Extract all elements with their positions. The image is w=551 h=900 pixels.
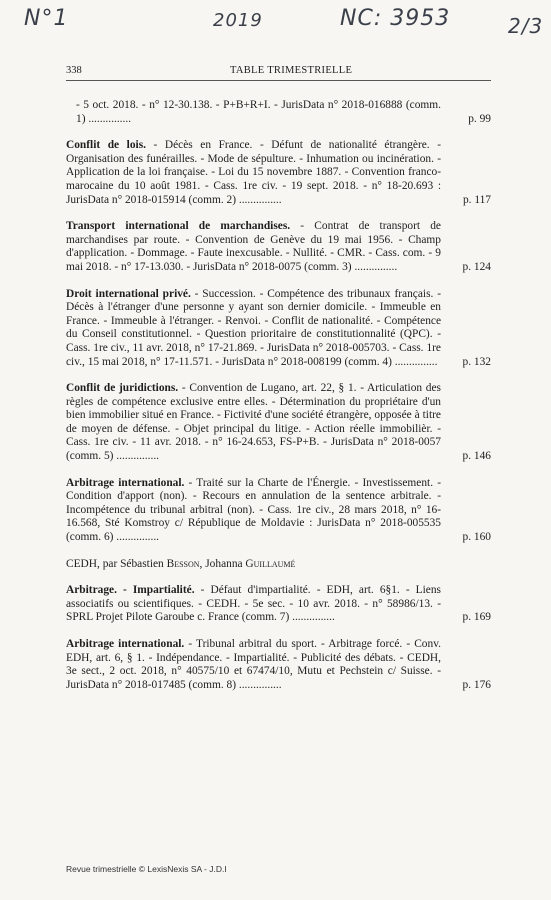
entry-page-ref: p. 146 xyxy=(462,450,491,463)
table-content xyxy=(66,99,491,705)
entry-text xyxy=(66,382,491,464)
entry-text xyxy=(66,638,491,692)
table-entry xyxy=(66,382,491,464)
entry-text xyxy=(66,584,491,625)
entry-body: - Défaut d'impartialité. - EDH, art. 6§1. - Liens associatifs ou scientifiques. - CEDH. - 5e sec. - 10 avr. 2018. - n° 58986/13. - SPRL Projet Pilote Garoube c. France (comm. 7) xyxy=(66,584,441,624)
entry-text xyxy=(66,477,491,545)
entry-page-ref: p. 117 xyxy=(462,193,491,206)
entry-page-ref: p. 124 xyxy=(462,260,491,273)
table-entry xyxy=(66,220,491,274)
entry-lead: Arbitrage. - Impartialité. xyxy=(66,584,195,597)
entry-body: - Traité sur la Charte de l'Énergie. - Investissement. - Condition d'apport (non). - Recours en annulation de la sentence arbitrale. - Incompétence du tribunal arbitral (non). - Cass. 1re civ., 28 mars 2018, n° 16-16.568, Sté Komstroy c/ République de Moldavie : JurisData n° 2018-005535 (comm. 6) xyxy=(66,476,441,544)
author-1: Besson xyxy=(166,557,200,570)
page-title: TABLE TRIMESTRIELLE xyxy=(230,65,353,76)
section-heading xyxy=(66,558,491,572)
handwritten-year: 2019 xyxy=(213,10,263,31)
handwritten-fraction: 2/3 xyxy=(508,14,544,38)
entry-page-ref: p. 176 xyxy=(462,678,491,691)
entry-lead: Droit international privé. xyxy=(66,287,191,300)
entry-page-ref: p. 160 xyxy=(462,531,491,544)
entry-lead: Arbitrage international. xyxy=(66,638,185,650)
entry-page-ref: p. 169 xyxy=(462,611,491,624)
entry-body: - Décès en France. - Défunt de nationalité étrangère. - Organisation des funérailles. - Mode de sépulture. - Inhumation ou incinération. - Application de la loi française. - Loi du 15 novembre 1887. - Convention franco-marocaine du 10 août 1981. - Cass. 1re civ. - 19 sept. 2018. - n° 18-20.693 : JurisData n° 2018-015914 (comm. 2) xyxy=(66,139,441,206)
entry-text xyxy=(66,288,491,370)
entry-body: - Succession. - Compétence des tribunaux français. - Décès à l'étranger d'une personne y ayant son dernier domicile. - Immeuble en France. - Immeuble à l'étranger. - Renvoi. - Conflit de nationalité. - Compétence du Conseil constitutionnel. - Question prioritaire de constitutionnalité (QPC). - Cass. 1re civ., 11 avr. 2018, n° 17-21.869. - JurisData n° 2018-005703. - Cass. 1re civ., 15 mai 2018, n° 17-11.571. - JurisData n° 2018-008199 (comm. 4) xyxy=(66,287,441,368)
section-middle: , Johanna xyxy=(199,557,246,570)
entry-lead: Arbitrage international. xyxy=(66,476,185,489)
entry-leader-dots: ............... xyxy=(113,450,160,463)
table-entry xyxy=(66,638,491,692)
entry-body: - Tribunal arbitral du sport. - Arbitrage forcé. - Conv. EDH, art. 6, § 1. - Indépendance. - Impartialité. - Publicité des débats. - CEDH, 3e sect., 2 oct. 2018, n° 40575/10 et 67474/10, Mutu et Pechstein c/ Suisse. - JurisData n° 2018-017485 (comm. 8) xyxy=(66,638,441,691)
entry-page-ref: p. 99 xyxy=(468,112,491,125)
table-entry xyxy=(66,584,491,625)
page-header xyxy=(66,65,490,79)
handwritten-nc: NC: 3953 xyxy=(340,6,451,31)
entry-lead: Transport international de marchandises. xyxy=(66,220,291,233)
entry-body: - Contrat de transport de marchandises par route. - Convention de Genève du 19 mai 1956. - Champ d'application. - Dommage. - Faute inexcusable. - Nullité. - CMR. - Cass. com. - 9 mai 2018. - n° 17-13.030. - JurisData n° 2018-0075 (comm. 3) xyxy=(66,220,441,273)
table-entry xyxy=(66,288,491,370)
page-number: 338 xyxy=(66,65,82,76)
author-2: Guillaumé xyxy=(245,557,296,570)
entry-leader-dots: ............... xyxy=(351,260,398,273)
page-footer: Revue trimestrielle © LexisNexis SA - J.D.I xyxy=(66,864,227,874)
entry-lead: Conflit de lois. xyxy=(66,139,146,152)
entry-text xyxy=(66,220,491,274)
table-entry xyxy=(66,99,491,126)
entry-leader-dots: ............... xyxy=(391,355,438,368)
entry-leader-dots: ............... xyxy=(113,531,160,544)
handwritten-number: N°1 xyxy=(24,6,69,31)
entry-page-ref: p. 132 xyxy=(462,355,491,368)
table-entry xyxy=(66,477,491,545)
entry-leader-dots: ............... xyxy=(236,678,282,691)
section-prefix: CEDH, par Sébastien xyxy=(66,557,167,570)
entry-leader-dots: ............... xyxy=(236,193,282,206)
entries-list xyxy=(66,99,491,545)
table-entry xyxy=(66,139,491,207)
entry-leader-dots: ............... xyxy=(85,112,132,125)
entry-leader-dots: ............... xyxy=(289,611,335,624)
entry-body: - Convention de Lugano, art. 22, § 1. - Articulation des règles de compétence exclusive entre elles. - Détermination du propriétaire d'un bien immobilier situé en France. - Fictivité d'une société étrangère, opposée à titre de moyen de défense. - Objet principal du litige. - Action réelle immobilièr. - Cass. 1re civ. - 11 avr. 2018. - n° 16-24.653, FS-P+B. - JurisData n° 2018-0057 (comm. 5) xyxy=(66,382,441,463)
entries-list-2 xyxy=(66,584,491,692)
entry-text xyxy=(66,99,491,126)
entry-lead: Conflit de juridictions. xyxy=(66,382,179,395)
entry-body: - 5 oct. 2018. - n° 12-30.138. - P+B+R+I. - JurisData n° 2018-016888 (comm. 1) xyxy=(76,99,441,125)
entry-text xyxy=(66,139,491,207)
header-divider xyxy=(66,80,491,81)
